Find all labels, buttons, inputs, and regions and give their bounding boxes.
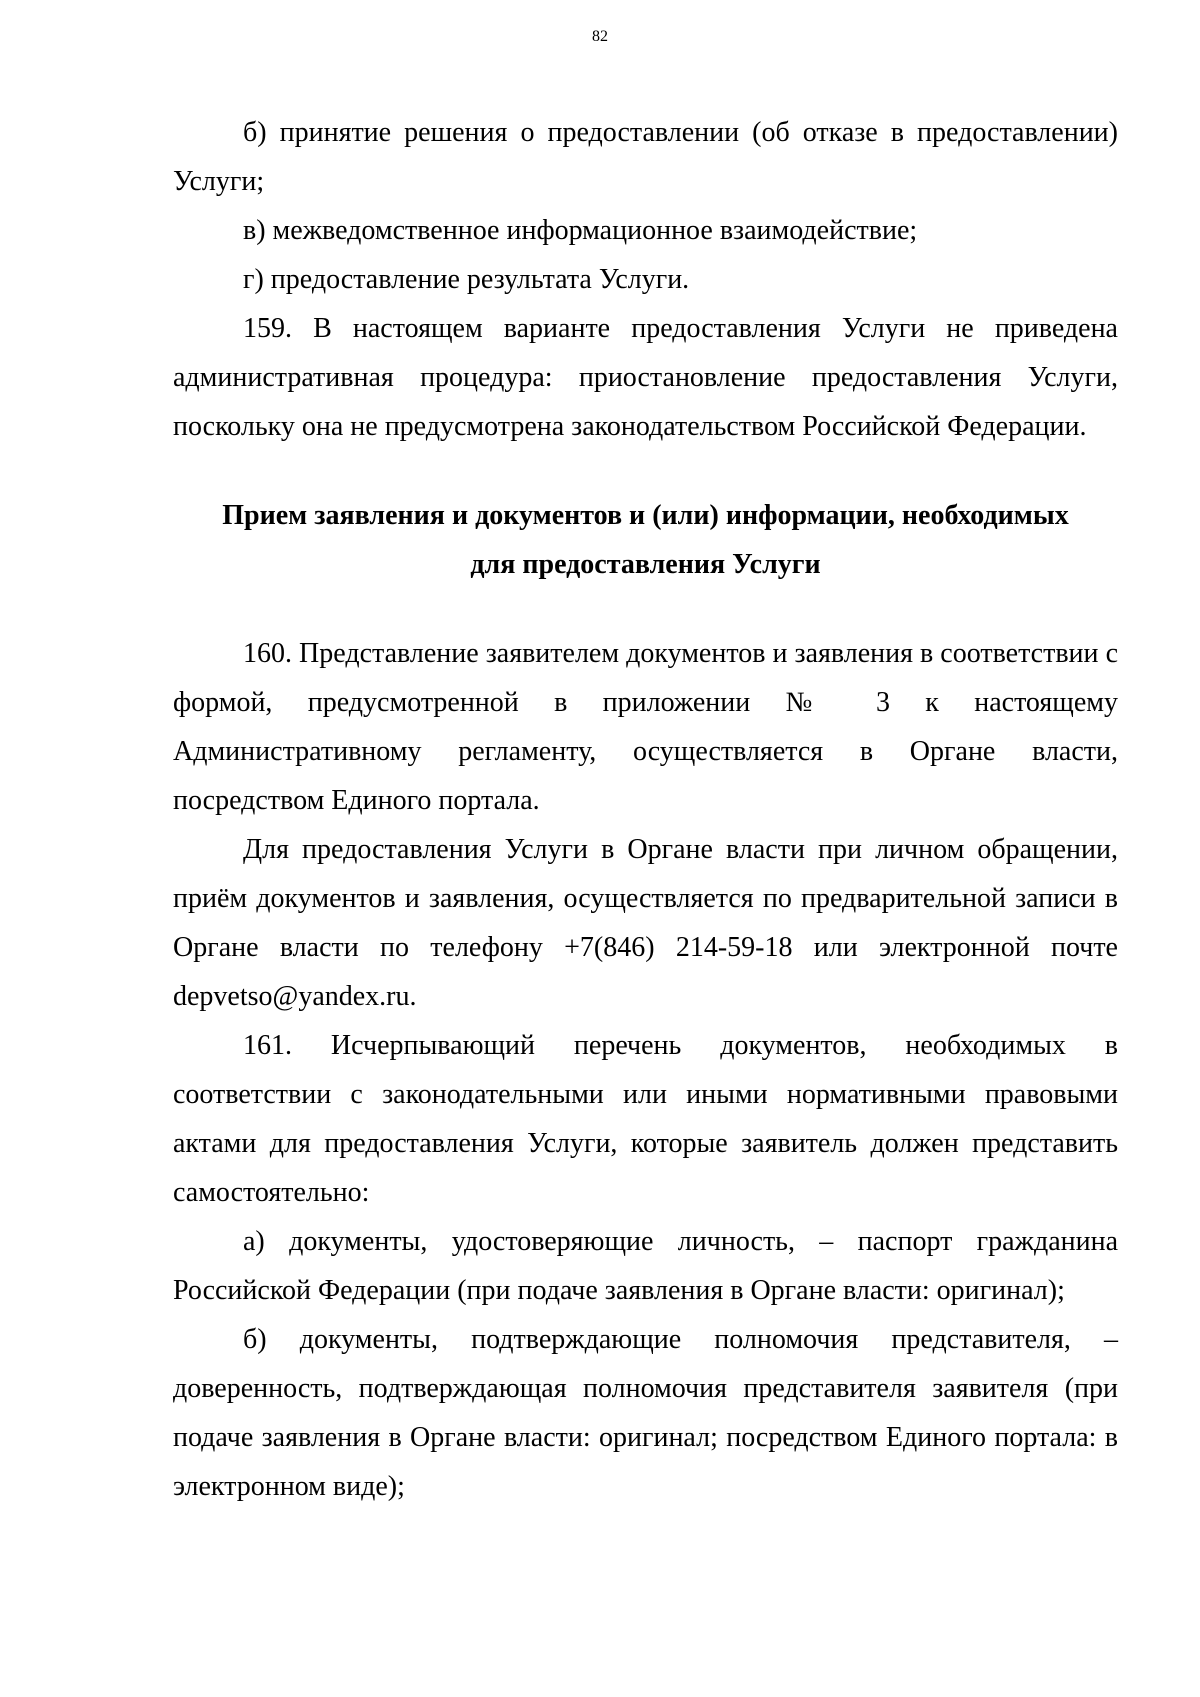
paragraph-159: 159. В настоящем варианте предоставления Услуги не приведена административная процедура: приостановление предоставления Услуги, поскольку она не предусмотрена законодательством Российской Федерации. <box>173 313 1118 442</box>
paragraph-appointment: Для предоставления Услуги в Органе власти при личном обращении, приём документов и заявления, осуществляется по предварительной записи в Органе власти по телефону +7(846) 214-59-18 или электронной почте depvetso@yandex.ru. <box>173 834 1118 1012</box>
paragraph-160: 160. Представление заявителем документов и заявления в соответствии с формой, предусмотренной в приложении № 3 к настоящему Административному регламенту, осуществляется в Органе власти, посредством Единого портала. <box>173 638 1118 816</box>
paragraph-item-v: в) межведомственное информационное взаимодействие; <box>243 215 918 246</box>
paragraph-item-b: б) принятие решения о предоставлении (об отказе в предоставлении) Услуги; <box>173 117 1118 197</box>
page-number: 82 <box>592 28 608 45</box>
paragraph-item-b-2: б) документы, подтверждающие полномочия представителя, – доверенность, подтверждающая полномочия представителя заявителя (при подаче заявления в Органе власти: оригинал; посредством Единого портала: в электронном виде); <box>173 1324 1118 1502</box>
section-heading-line-1: Прием заявления и документов и (или) информации, необходимых <box>222 500 1069 531</box>
paragraph-161: 161. Исчерпывающий перечень документов, необходимых в соответствии с законодательными или иными нормативными правовыми актами для предоставления Услуги, которые заявитель должен представить самостоятельно: <box>173 1030 1118 1208</box>
section-heading-line-2: для предоставления Услуги <box>470 549 821 580</box>
paragraph-item-a: а) документы, удостоверяющие личность, – паспорт гражданина Российской Федерации (при подаче заявления в Органе власти: оригинал); <box>173 1226 1118 1306</box>
document-body <box>173 108 1118 1511</box>
paragraph-item-g: г) предоставление результата Услуги. <box>243 264 690 295</box>
section-heading <box>173 491 1118 589</box>
